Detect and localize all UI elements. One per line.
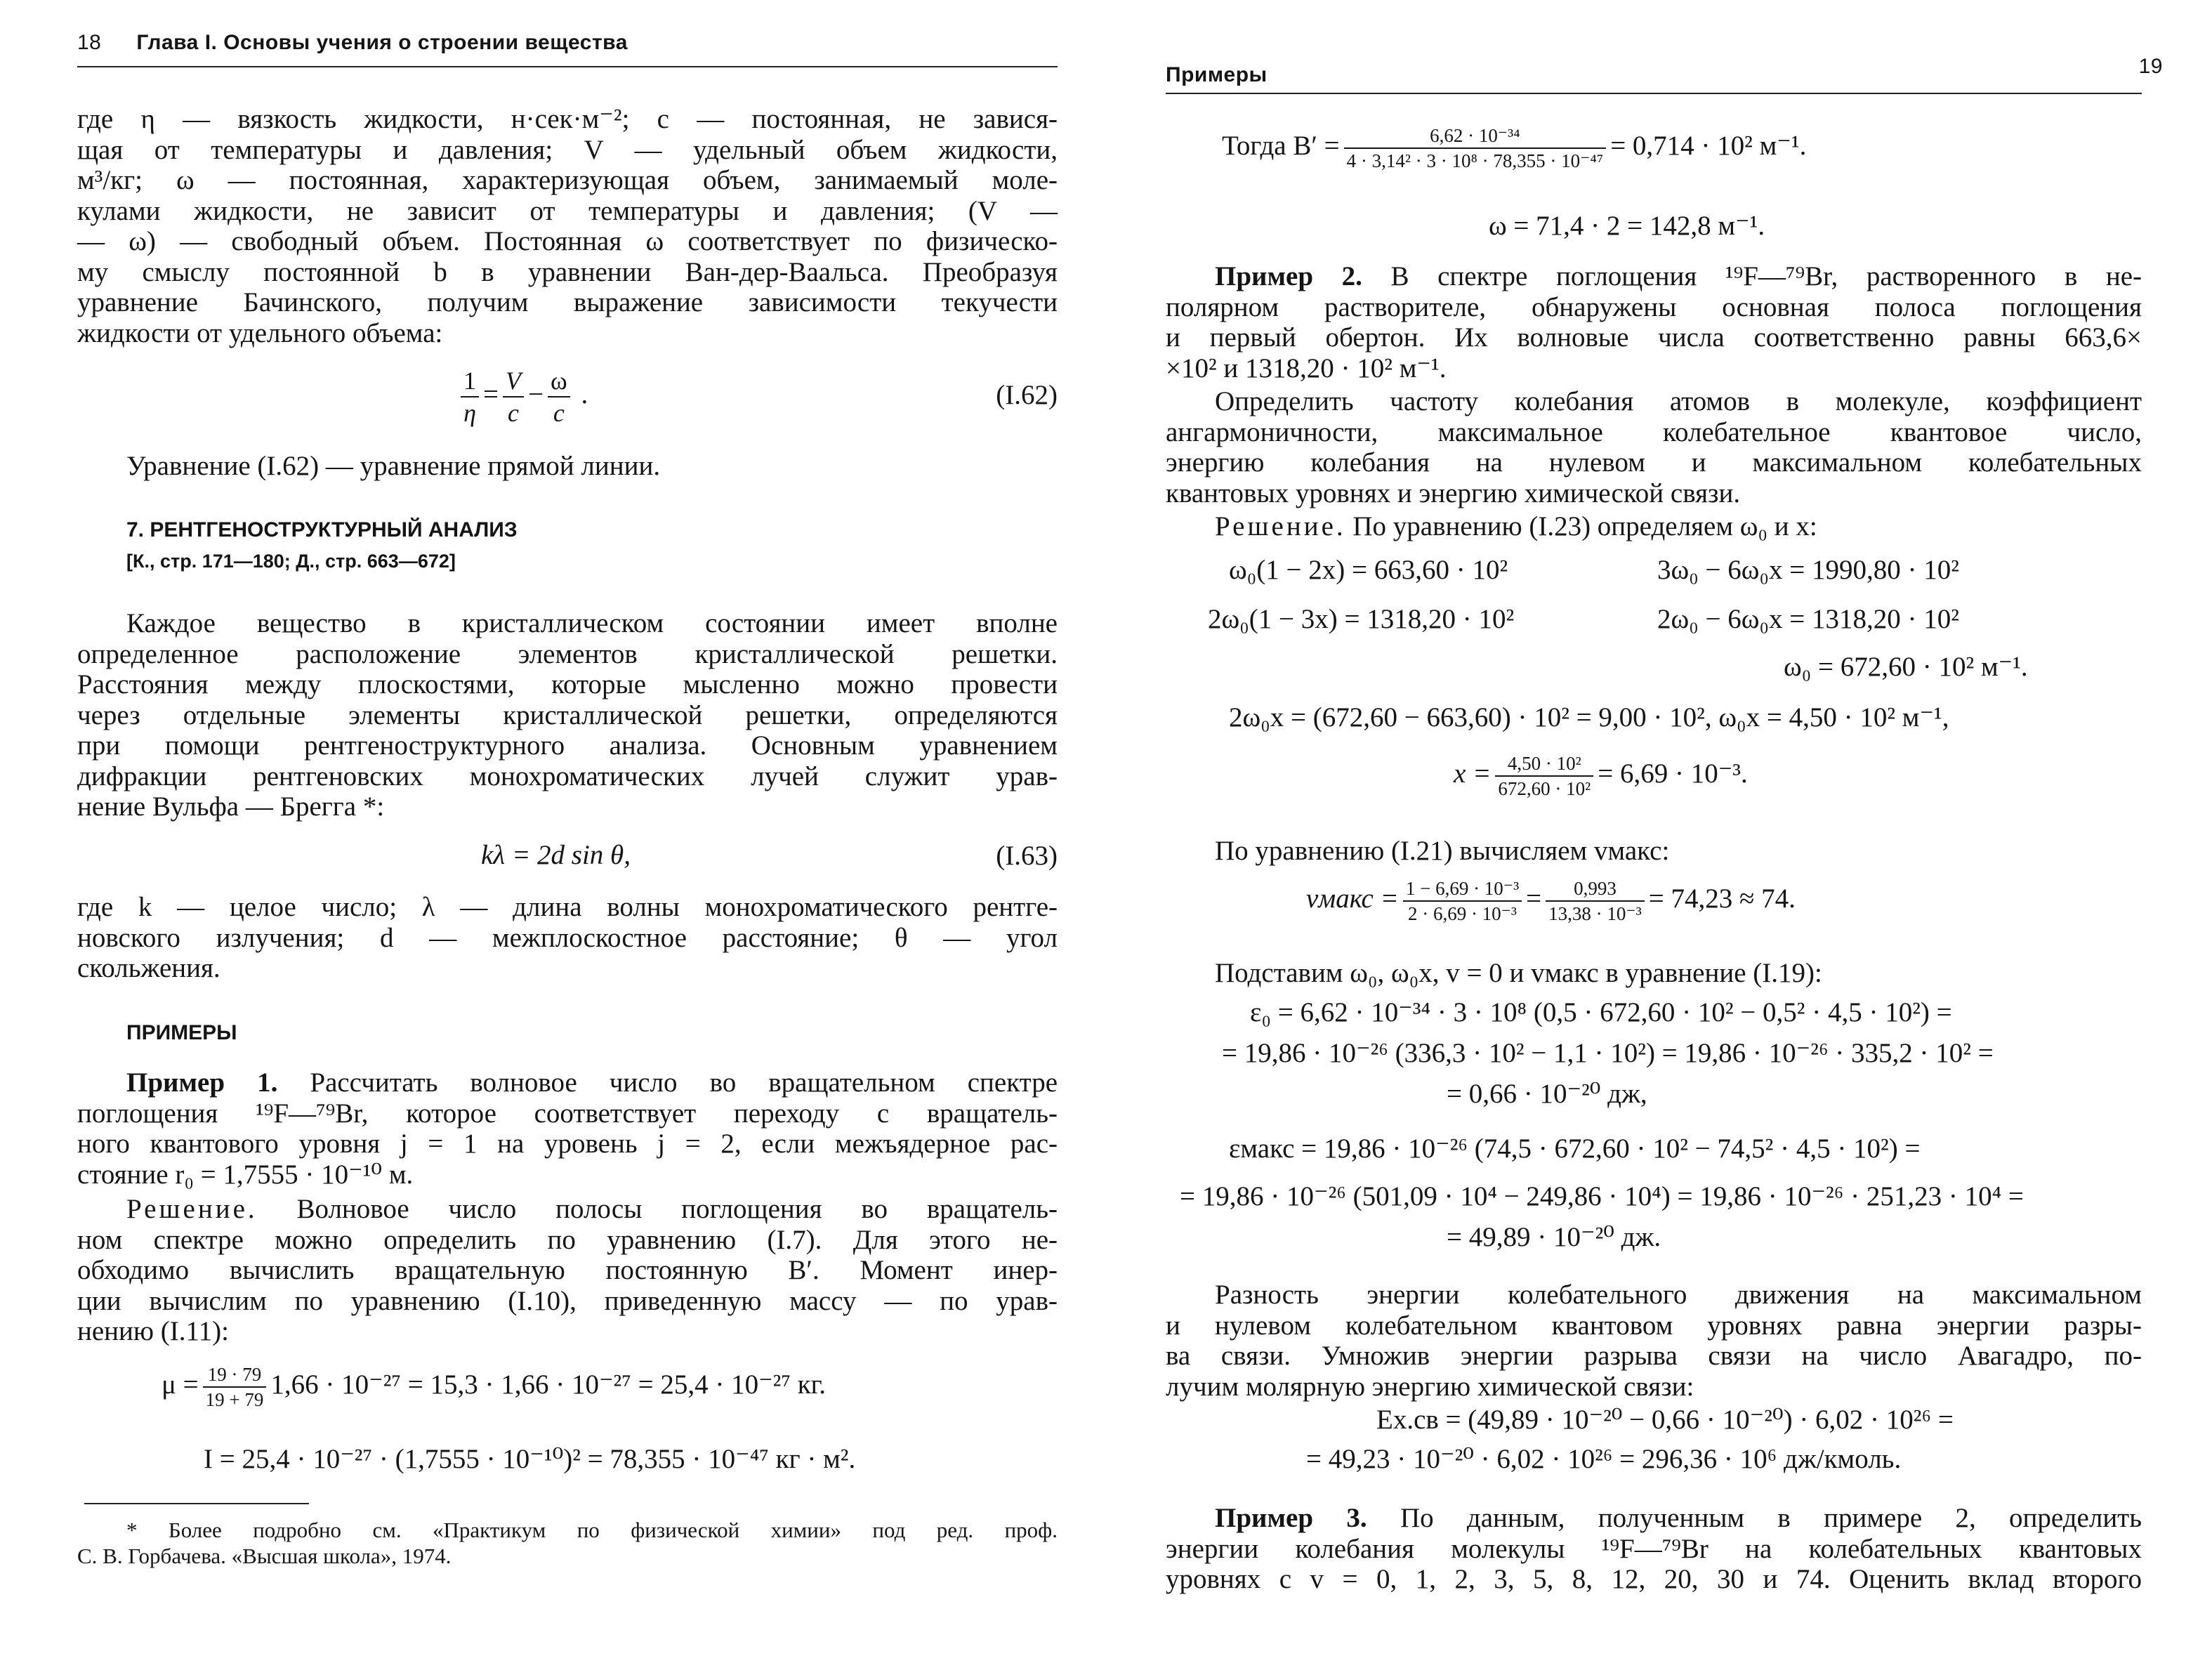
example-3-label: Пример 3.	[1215, 1503, 1367, 1533]
text-line: Каждое вещество в кристаллическом состоянии имеет вполне	[126, 608, 1058, 638]
text-line: при помощи рентгеноструктурного анализа. Основным уравнением	[77, 730, 1058, 761]
equation-vmax: vмакс = $\frac{\text{1 − 6,69 · 10⁻³}}{\text{2 · 6,69 · 10⁻³}}$ = $\frac{0,993}{\text{13,38 · 10⁻³}}$ = 74,23 ≈ 74.	[1306, 878, 1796, 924]
text-line: стояние r₀ = 1,7555 · 10⁻¹⁰ м.	[77, 1159, 414, 1190]
section-title-xray: 7. РЕНТГЕНОСТРУКТУРНЫЙ АНАЛИЗ	[126, 518, 518, 541]
left-para-viscosity	[77, 104, 1058, 348]
substitution-intro: Подставим ω₀, ω₀x, v = 0 и vмакс в уравнение (I.19):	[1215, 958, 1822, 988]
text-line: * Более подробно см. «Практикум по физической химии» под ред. проф.	[126, 1518, 1058, 1542]
text-line: и первый обертон. Их волновые числа соответственно равны 663,6×	[1166, 322, 2142, 353]
text-line: ном спектре можно определить по уравнению (I.7). Для этого не-	[77, 1224, 1058, 1255]
eq162-remark: Уравнение (I.62) — уравнение прямой линии.	[126, 451, 661, 481]
text-line: ции вычислим по уравнению (I.10), приведенную массу — по урав-	[77, 1285, 1058, 1316]
footnote-rule	[84, 1503, 309, 1504]
text-line: ×10² и 1318,20 · 10² м⁻¹.	[1166, 353, 1447, 383]
examples-title: ПРИМЕРЫ	[126, 1021, 237, 1044]
left-page-number: 18	[77, 31, 102, 54]
equation-b-prime: Тогда B′ = $\frac{\text{6,62 · 10⁻³⁴}}{\text{4 · 3,14² · 3 · 10⁸ · 78,355 · 10⁻⁴⁷}}$ = 0,714 · 10² м⁻¹.	[1222, 125, 1807, 171]
example-2-label: Пример 2.	[1215, 261, 1362, 291]
solution-2-intro: Решение. По уравнению (I.23) определяем ω₀ и x:	[1215, 511, 1817, 541]
bond-energy-paragraph	[1166, 1280, 2142, 1402]
text-line: — ω) — свободный объем. Постоянная ω соответствует по физическо-	[77, 226, 1058, 256]
right-header-rule	[1166, 93, 2142, 94]
text-line: ного квантового уровня j = 1 на уровень j = 2, если межъядерное рас-	[77, 1129, 1058, 1159]
text-line: новского излучения; d — межплоскостное расстояние; θ — угол	[77, 922, 1058, 953]
omega0x-result: 2ω₀x = (672,60 − 663,60) · 10² = 9,00 · 10², ω₀x = 4,50 · 10² м⁻¹,	[1229, 702, 1949, 732]
text-line: дифракции рентгеновских монохроматических лучей служит урав-	[77, 761, 1058, 791]
right-page-number: 19	[2138, 55, 2163, 78]
left-para-legend	[77, 892, 1058, 984]
system-row-1-right: 3ω₀ − 6ω₀x = 1990,80 · 10²	[1657, 555, 1959, 585]
text-line: через отдельные элементы кристаллической решетки, определяются	[77, 699, 1058, 730]
right-page	[1166, 0, 2163, 1656]
equation-number-i62: (I.62)	[996, 380, 1058, 410]
text-line: лучим молярную энергию химической связи:	[1166, 1371, 1694, 1402]
energy-max-line-2: = 19,86 · 10⁻²⁶ (501,09 · 10⁴ − 249,86 · 10⁴) = 19,86 · 10⁻²⁶ · 251,23 · 10⁴ =	[1180, 1181, 2024, 1211]
text-line: щая от температуры и давления; V — удельный объем жидкости,	[77, 134, 1058, 165]
text-line: С. В. Горбачева. «Высшая школа», 1974.	[77, 1544, 452, 1568]
text-line: Пример 1. Рассчитать волновое число во вращательном спектре	[126, 1067, 1058, 1098]
equation-moment-of-inertia: I = 25,4 · 10⁻²⁷ · (1,7555 · 10⁻¹⁰)² = 78,355 · 10⁻⁴⁷ кг · м².	[204, 1444, 856, 1474]
left-page	[77, 0, 1060, 1656]
example-2-task	[1166, 386, 2142, 508]
energy-zero-line-3: = 0,66 · 10⁻²⁰ дж,	[1447, 1079, 1647, 1109]
bond-energy-eq-2: = 49,23 · 10⁻²⁰ · 6,02 · 10²⁶ = 296,36 · 10⁶ дж/кмоль.	[1306, 1444, 1902, 1474]
equation-omega: ω = 71,4 · 2 = 142,8 м⁻¹.	[1489, 211, 1765, 241]
system-row-2-left: 2ω₀(1 − 3x) = 1318,20 · 10²	[1208, 604, 1515, 634]
text-line: обходимо вычислить вращательную постоянную B′. Момент инер-	[77, 1255, 1058, 1285]
text-line: м³/кг; ω — постоянная, характеризующая объем, занимаемый моле-	[77, 165, 1058, 195]
solution-label: Решение.	[126, 1194, 258, 1224]
text-line: ва связи. Умножив энергии разрыва связи на число Авагадро, по-	[1166, 1341, 2142, 1371]
text-line: кулами жидкости, не зависит от температуры и давления; (V —	[77, 195, 1058, 226]
example-1-label: Пример 1.	[126, 1067, 278, 1098]
left-header-rule	[77, 66, 1058, 67]
text-line: жидкости от удельного объема:	[77, 317, 443, 348]
text-line: Определить частоту колебания атомов в молекуле, коэффициент	[1215, 386, 2142, 416]
text-line: Пример 3. По данным, полученным в примере 2, определить	[1215, 1503, 2142, 1533]
equation-i62: $\frac{1}{\eta}$ = $\frac{V}{c}$ − $\frac{\omega}{c}$ .	[456, 365, 588, 428]
text-line: нение Вульфа — Брегга *:	[77, 791, 385, 822]
text-line: энергии колебания молекулы ¹⁹F—⁷⁹Br на колебательных квантовых	[1166, 1533, 2142, 1564]
text-line: Пример 2. В спектре поглощения ¹⁹F—⁷⁹Br, растворенного в не-	[1215, 261, 2142, 291]
bond-energy-eq-1: Eх.св = (49,89 · 10⁻²⁰ − 0,66 · 10⁻²⁰) · 6,02 · 10²⁶ =	[1376, 1405, 1954, 1435]
energy-max-line-1: εмакс = 19,86 · 10⁻²⁶ (74,5 · 672,60 · 10² − 74,5² · 4,5 · 10²) =	[1229, 1133, 1921, 1164]
example-3	[1166, 1503, 2142, 1595]
text-line: скольжения.	[77, 953, 220, 983]
footnote	[77, 1517, 1058, 1569]
left-running-header	[77, 31, 1060, 55]
vmax-intro: По уравнению (I.21) вычисляем vмакс:	[1215, 836, 1670, 866]
energy-max-line-3: = 49,89 · 10⁻²⁰ дж.	[1447, 1222, 1661, 1252]
system-row-1-left: ω₀(1 − 2x) = 663,60 · 10²	[1229, 555, 1508, 585]
text-line: энергию колебания на нулевом и максимальном колебательных	[1166, 447, 2142, 478]
example-1	[77, 1067, 1058, 1190]
text-line: нению (I.11):	[77, 1316, 229, 1346]
text-line: уровнях с v = 0, 1, 2, 3, 5, 8, 12, 20, 30 и 74. Оценить вклад второго	[1166, 1564, 2142, 1594]
text-line: где η — вязкость жидкости, н·сек·м⁻²; c — постоянная, не завися-	[77, 104, 1058, 134]
text-line: определенное расположение элементов кристаллической решетки.	[77, 638, 1058, 669]
left-running-title: Глава I. Основы учения о строении вещества	[136, 31, 628, 54]
right-running-title: Примеры	[1166, 63, 1268, 86]
left-para-crystal	[77, 608, 1058, 822]
solution-label: Решение.	[1215, 511, 1346, 541]
text-line: квантовых уровнях и энергию химической связи.	[1166, 478, 1741, 508]
equation-i63: kλ = 2d sin θ,	[481, 840, 631, 870]
example-1-solution	[77, 1194, 1058, 1347]
text-line: Решение. Волновое число полосы поглощения во вращатель-	[126, 1194, 1058, 1224]
equation-mu: μ = $\frac{19 \cdot 79}{19 + 79}$ 1,66 · 10⁻²⁷ = 15,3 · 1,66 · 10⁻²⁷ = 25,4 · 10⁻²⁷ кг.	[162, 1364, 826, 1410]
omega0-result: ω₀ = 672,60 · 10² м⁻¹.	[1784, 652, 2028, 682]
right-running-header	[1166, 55, 2163, 87]
text-line: ангармоничности, максимальное колебательное квантовое число,	[1166, 416, 2142, 447]
text-line: уравнение Бачинского, получим выражение зависимости текучести	[77, 287, 1058, 317]
equation-number-i63: (I.63)	[996, 841, 1058, 871]
text-line: Разность энергии колебательного движения на максимальном	[1215, 1280, 2142, 1310]
equation-x: x = $\frac{\text{4,50 · 10²}}{\text{672,60 · 10²}}$ = 6,69 · 10⁻³.	[1454, 753, 1748, 799]
text-line: му смыслу постоянной b в уравнении Ван-дер-Ваальса. Преобразуя	[77, 256, 1058, 287]
energy-zero-line-1: ε₀ = 6,62 · 10⁻³⁴ · 3 · 10⁸ (0,5 · 672,60 · 10² − 0,5² · 4,5 · 10²) =	[1250, 997, 1952, 1027]
text-line: поглощения ¹⁹F—⁷⁹Br, которое соответствует переходу с вращатель-	[77, 1098, 1058, 1129]
section-reference: [К., стр. 171—180; Д., стр. 663—672]	[126, 551, 456, 572]
text-line: Расстояния между плоскостями, которые мысленно можно провести	[77, 669, 1058, 699]
energy-zero-line-2: = 19,86 · 10⁻²⁶ (336,3 · 10² − 1,1 · 10²) = 19,86 · 10⁻²⁶ · 335,2 · 10² =	[1222, 1038, 1994, 1068]
system-row-2-right: 2ω₀ − 6ω₀x = 1318,20 · 10²	[1657, 604, 1959, 634]
text-line: где k — целое число; λ — длина волны монохроматического рентге-	[77, 892, 1058, 922]
text-line: и нулевом колебательном квантовом уровнях равна энергии разры-	[1166, 1310, 2142, 1341]
text-line: полярном растворителе, обнаружены основная полоса поглощения	[1166, 291, 2142, 322]
example-2	[1166, 261, 2142, 383]
